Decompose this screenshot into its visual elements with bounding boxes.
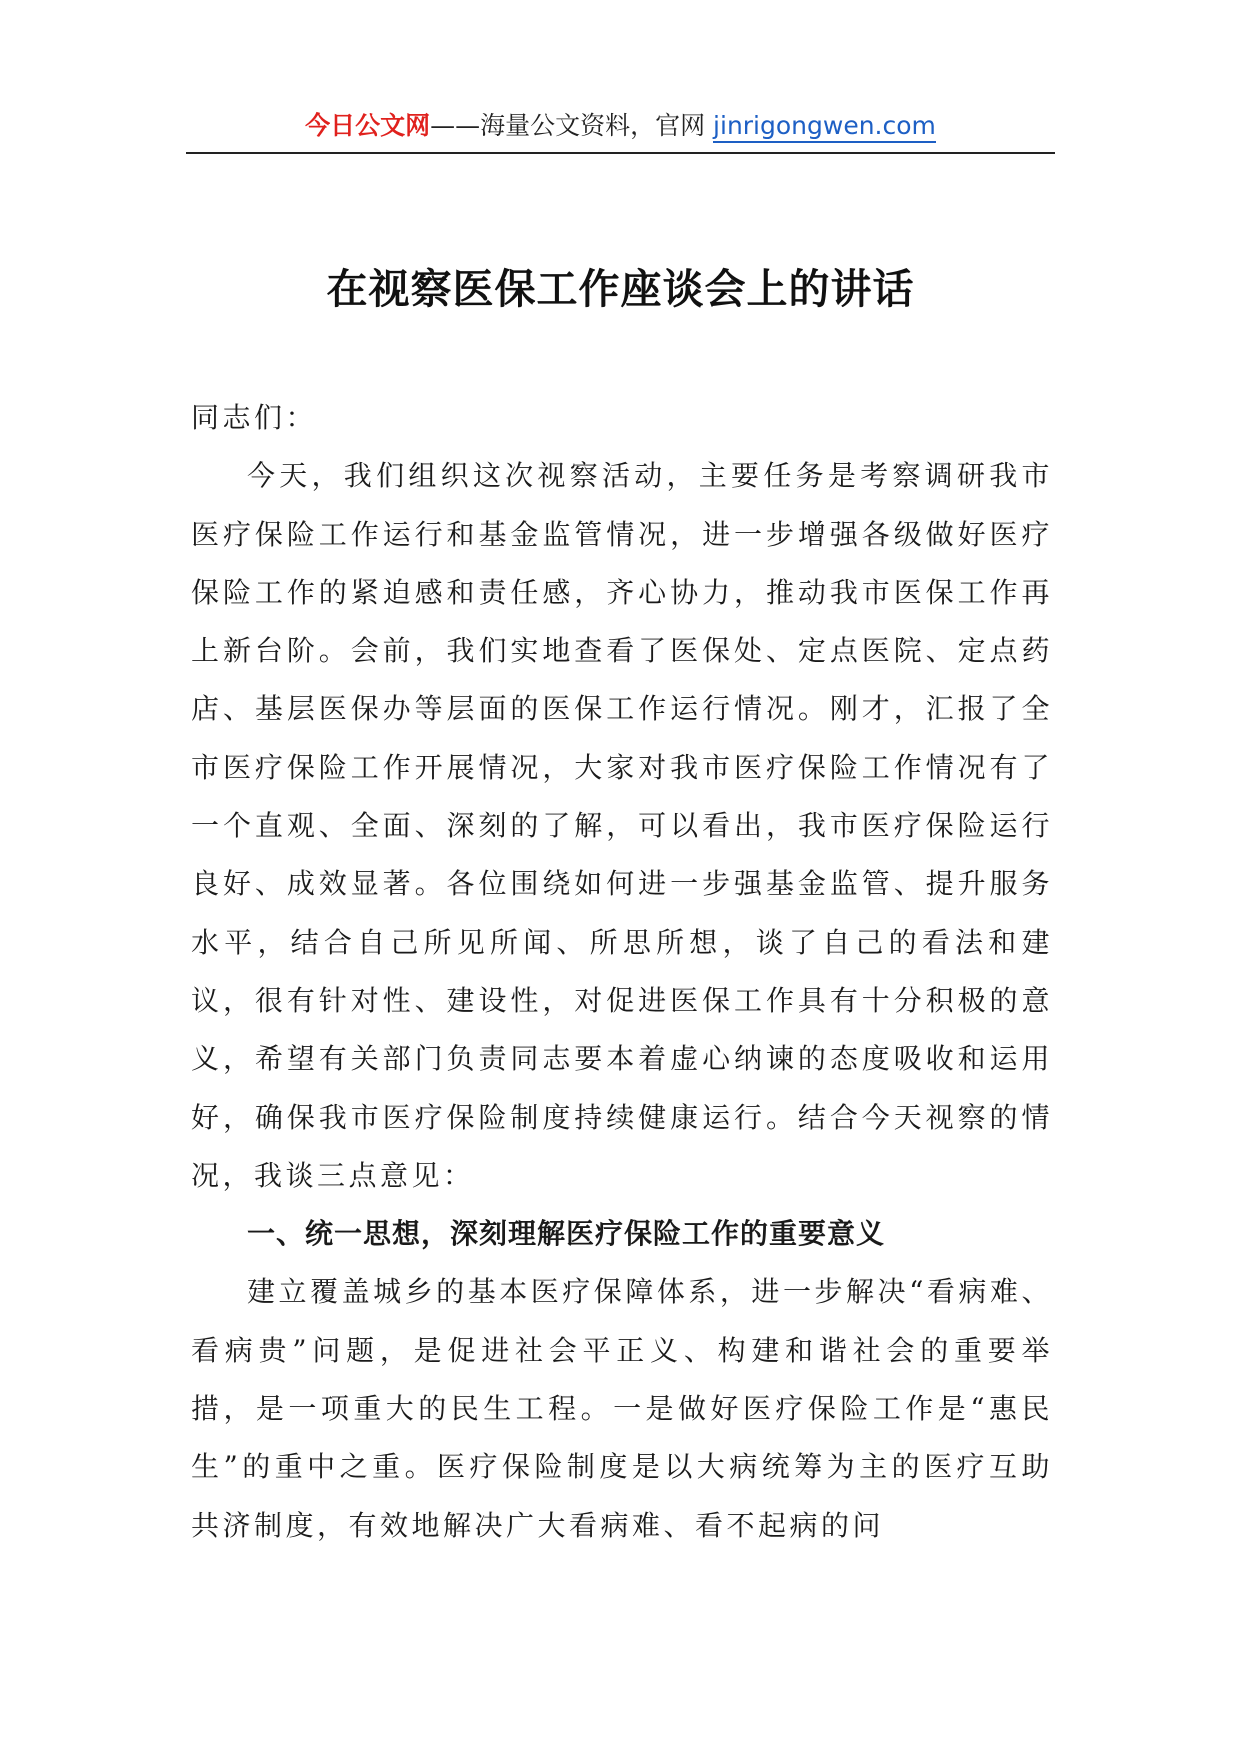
header-tagline: ——海量公文资料，官网: [430, 111, 714, 140]
site-link[interactable]: jinrigongwen.com: [713, 111, 936, 143]
salutation: 同志们：: [191, 401, 318, 434]
site-header: [186, 104, 1055, 154]
document-title: 在视察医保工作座谈会上的讲话: [326, 265, 915, 314]
document-body: [191, 389, 1053, 1555]
paragraph-1: 今天，我们组织这次视察活动，主要任务是考察调研我市医疗保险工作运行和基金监管情况，进一步增强各级做好医疗保险工作的紧迫感和责任感，齐心协力，推动我市医保工作再上新台阶。会前，我们实地查看了医保处、定点医院、定点药店、基层医保办等层面的医保工作运行情况。刚才，汇报了全市医疗保险工作开展情况，大家对我市医疗保险工作情况有了一个直观、全面、深刻的了解，可以看出，我市医疗保险运行良好、成效显著。各位围绕如何进一步强基金监管、提升服务水平，结合自己所见所闻、所思所想，谈了自己的看法和建议，很有针对性、建设性，对促进医保工作具有十分积极的意义，希望有关部门负责同志要本着虚心纳谏的态度吸收和运用好，确保我市医疗保险制度持续健康运行。结合今天视察的情况，我谈三点意见：: [191, 459, 1053, 1192]
paragraph-2: 建立覆盖城乡的基本医疗保障体系，进一步解决“看病难、看病贵”问题，是促进社会平正义、构建和谐社会的重要举措，是一项重大的民生工程。一是做好医疗保险工作是“惠民生”的重中之重。医疗保险制度是以大病统筹为主的医疗互助共济制度，有效地解决广大看病难、看不起病的问: [191, 1275, 1053, 1542]
section-1-heading: 一、统一思想，深刻理解医疗保险工作的重要意义: [247, 1217, 886, 1251]
brand-name: 今日公文网: [305, 111, 431, 140]
